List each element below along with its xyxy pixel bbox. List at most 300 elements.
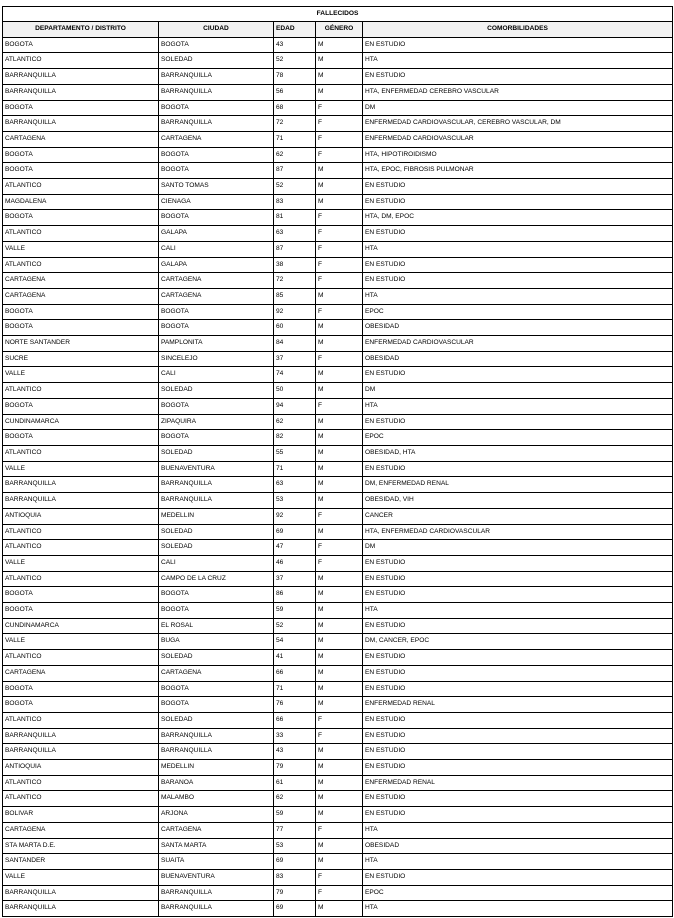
cell-edad: 33 [274, 728, 316, 744]
cell-ciudad: CALI [159, 555, 274, 571]
cell-ciudad: BARRANQUILLA [159, 69, 274, 85]
cell-edad: 37 [274, 351, 316, 367]
table-row [3, 869, 673, 885]
table-row [3, 461, 673, 477]
fallecidos-table [2, 6, 673, 917]
cell-genero: M [316, 634, 363, 650]
cell-edad: 87 [274, 241, 316, 257]
cell-genero: F [316, 226, 363, 242]
cell-edad: 77 [274, 822, 316, 838]
cell-comorbilidades: HTA, DM, EPOC [363, 210, 673, 226]
cell-ciudad: BARRANQUILLA [159, 84, 274, 100]
cell-genero: M [316, 571, 363, 587]
table-row [3, 194, 673, 210]
cell-ciudad: SANTO TOMAS [159, 179, 274, 195]
cell-edad: 54 [274, 634, 316, 650]
cell-departamento: BOGOTA [3, 681, 159, 697]
cell-departamento: ATLANTICO [3, 791, 159, 807]
cell-departamento: BOGOTA [3, 210, 159, 226]
cell-comorbilidades: EN ESTUDIO [363, 760, 673, 776]
table-row [3, 603, 673, 619]
cell-edad: 62 [274, 414, 316, 430]
cell-ciudad: BARRANQUILLA [159, 744, 274, 760]
table-row [3, 508, 673, 524]
cell-departamento: ANTIOQUIA [3, 760, 159, 776]
cell-departamento: BARRANQUILLA [3, 885, 159, 901]
cell-ciudad: BARRANQUILLA [159, 116, 274, 132]
cell-comorbilidades: EN ESTUDIO [363, 665, 673, 681]
cell-genero: M [316, 179, 363, 195]
cell-comorbilidades: HTA [363, 822, 673, 838]
cell-departamento: ATLANTICO [3, 540, 159, 556]
table-row [3, 760, 673, 776]
cell-comorbilidades: DM [363, 383, 673, 399]
cell-edad: 81 [274, 210, 316, 226]
cell-departamento: MAGDALENA [3, 194, 159, 210]
cell-comorbilidades: HTA, ENFERMEDAD CARDIOVASCULAR [363, 524, 673, 540]
cell-departamento: BOGOTA [3, 398, 159, 414]
cell-departamento: SUCRE [3, 351, 159, 367]
cell-comorbilidades: ENFERMEDAD CARDIOVASCULAR, CEREBRO VASCULAR, DM [363, 116, 673, 132]
cell-genero: F [316, 540, 363, 556]
cell-edad: 38 [274, 257, 316, 273]
cell-comorbilidades: EN ESTUDIO [363, 69, 673, 85]
cell-departamento: STA MARTA D.E. [3, 838, 159, 854]
cell-edad: 52 [274, 618, 316, 634]
cell-ciudad: BARRANQUILLA [159, 901, 274, 917]
cell-comorbilidades: EN ESTUDIO [363, 571, 673, 587]
table-row [3, 493, 673, 509]
cell-departamento: SANTANDER [3, 854, 159, 870]
table-row [3, 383, 673, 399]
table-row [3, 901, 673, 917]
cell-edad: 53 [274, 493, 316, 509]
cell-genero: M [316, 461, 363, 477]
cell-departamento: ATLANTICO [3, 383, 159, 399]
cell-departamento: ATLANTICO [3, 775, 159, 791]
table-row [3, 650, 673, 666]
cell-edad: 37 [274, 571, 316, 587]
header-row [3, 22, 673, 38]
cell-ciudad: CAMPO DE LA CRUZ [159, 571, 274, 587]
cell-edad: 74 [274, 367, 316, 383]
cell-ciudad: BOGOTA [159, 697, 274, 713]
cell-genero: F [316, 822, 363, 838]
cell-genero: F [316, 728, 363, 744]
cell-comorbilidades: OBESIDAD, VIH [363, 493, 673, 509]
cell-comorbilidades: HTA [363, 288, 673, 304]
cell-departamento: BARRANQUILLA [3, 493, 159, 509]
cell-genero: M [316, 524, 363, 540]
table-row [3, 226, 673, 242]
table-row [3, 37, 673, 53]
cell-genero: M [316, 603, 363, 619]
table-row [3, 791, 673, 807]
cell-ciudad: BARRANQUILLA [159, 477, 274, 493]
cell-departamento: ATLANTICO [3, 445, 159, 461]
cell-ciudad: SOLEDAD [159, 540, 274, 556]
cell-genero: M [316, 650, 363, 666]
cell-ciudad: BOGOTA [159, 603, 274, 619]
cell-comorbilidades: HTA, ENFERMEDAD CEREBRO VASCULAR [363, 84, 673, 100]
header-departamento: DEPARTAMENTO / DISTRITO [3, 22, 159, 38]
header-edad: EDAD [274, 22, 316, 38]
cell-ciudad: BOGOTA [159, 320, 274, 336]
cell-ciudad: BOGOTA [159, 587, 274, 603]
cell-genero: M [316, 414, 363, 430]
cell-genero: F [316, 351, 363, 367]
table-row [3, 838, 673, 854]
table-row [3, 414, 673, 430]
cell-ciudad: GALAPA [159, 257, 274, 273]
cell-genero: M [316, 37, 363, 53]
cell-genero: M [316, 760, 363, 776]
cell-edad: 52 [274, 179, 316, 195]
cell-comorbilidades: EN ESTUDIO [363, 179, 673, 195]
cell-edad: 66 [274, 712, 316, 728]
cell-ciudad: CALI [159, 367, 274, 383]
cell-departamento: BOLIVAR [3, 807, 159, 823]
cell-ciudad: BOGOTA [159, 147, 274, 163]
cell-comorbilidades: EN ESTUDIO [363, 587, 673, 603]
table-row [3, 712, 673, 728]
table-row [3, 587, 673, 603]
cell-genero: M [316, 807, 363, 823]
cell-ciudad: SOLEDAD [159, 383, 274, 399]
cell-departamento: VALLE [3, 241, 159, 257]
cell-ciudad: CARTAGENA [159, 288, 274, 304]
cell-comorbilidades: EN ESTUDIO [363, 744, 673, 760]
cell-ciudad: BARRANQUILLA [159, 885, 274, 901]
cell-genero: M [316, 163, 363, 179]
cell-genero: M [316, 744, 363, 760]
table-row [3, 477, 673, 493]
table-row [3, 445, 673, 461]
table-row [3, 697, 673, 713]
cell-edad: 50 [274, 383, 316, 399]
cell-edad: 82 [274, 430, 316, 446]
cell-comorbilidades: OBESIDAD [363, 838, 673, 854]
cell-ciudad: PAMPLONITA [159, 336, 274, 352]
cell-edad: 76 [274, 697, 316, 713]
cell-edad: 52 [274, 53, 316, 69]
cell-edad: 47 [274, 540, 316, 556]
cell-comorbilidades: EN ESTUDIO [363, 712, 673, 728]
table-row [3, 147, 673, 163]
cell-comorbilidades: EN ESTUDIO [363, 681, 673, 697]
cell-genero: M [316, 194, 363, 210]
cell-departamento: BARRANQUILLA [3, 116, 159, 132]
cell-departamento: NORTE SANTANDER [3, 336, 159, 352]
cell-departamento: ATLANTICO [3, 650, 159, 666]
cell-ciudad: CARTAGENA [159, 131, 274, 147]
cell-edad: 71 [274, 461, 316, 477]
cell-edad: 94 [274, 398, 316, 414]
cell-ciudad: CALI [159, 241, 274, 257]
cell-departamento: VALLE [3, 869, 159, 885]
cell-edad: 62 [274, 791, 316, 807]
cell-genero: M [316, 320, 363, 336]
cell-genero: M [316, 681, 363, 697]
cell-comorbilidades: EN ESTUDIO [363, 807, 673, 823]
cell-genero: F [316, 147, 363, 163]
cell-edad: 43 [274, 37, 316, 53]
cell-genero: M [316, 854, 363, 870]
cell-edad: 46 [274, 555, 316, 571]
cell-departamento: BOGOTA [3, 37, 159, 53]
cell-comorbilidades: EN ESTUDIO [363, 618, 673, 634]
cell-genero: M [316, 477, 363, 493]
cell-comorbilidades: CANCER [363, 508, 673, 524]
cell-departamento: VALLE [3, 634, 159, 650]
cell-ciudad: SUAITA [159, 854, 274, 870]
cell-comorbilidades: EN ESTUDIO [363, 728, 673, 744]
cell-genero: F [316, 712, 363, 728]
cell-comorbilidades: DM [363, 540, 673, 556]
table-row [3, 304, 673, 320]
cell-departamento: BARRANQUILLA [3, 84, 159, 100]
table-row [3, 681, 673, 697]
table-row [3, 288, 673, 304]
cell-comorbilidades: DM [363, 100, 673, 116]
cell-comorbilidades: DM, CANCER, EPOC [363, 634, 673, 650]
cell-edad: 86 [274, 587, 316, 603]
cell-ciudad: BARRANQUILLA [159, 728, 274, 744]
table-row [3, 854, 673, 870]
cell-departamento: VALLE [3, 461, 159, 477]
cell-genero: F [316, 100, 363, 116]
cell-ciudad: SOLEDAD [159, 650, 274, 666]
cell-departamento: BARRANQUILLA [3, 744, 159, 760]
cell-edad: 69 [274, 524, 316, 540]
cell-ciudad: SANTA MARTA [159, 838, 274, 854]
cell-comorbilidades: HTA [363, 241, 673, 257]
cell-comorbilidades: EN ESTUDIO [363, 257, 673, 273]
cell-genero: F [316, 304, 363, 320]
cell-comorbilidades: EN ESTUDIO [363, 367, 673, 383]
cell-ciudad: BUENAVENTURA [159, 461, 274, 477]
cell-ciudad: BOGOTA [159, 163, 274, 179]
cell-comorbilidades: OBESIDAD [363, 320, 673, 336]
cell-ciudad: BOGOTA [159, 681, 274, 697]
cell-edad: 59 [274, 807, 316, 823]
cell-departamento: CARTAGENA [3, 822, 159, 838]
cell-edad: 63 [274, 226, 316, 242]
table-row [3, 524, 673, 540]
cell-comorbilidades: HTA [363, 398, 673, 414]
cell-departamento: VALLE [3, 555, 159, 571]
cell-genero: F [316, 398, 363, 414]
table-row [3, 179, 673, 195]
cell-ciudad: SOLEDAD [159, 53, 274, 69]
cell-comorbilidades: EN ESTUDIO [363, 461, 673, 477]
cell-edad: 43 [274, 744, 316, 760]
cell-genero: M [316, 430, 363, 446]
cell-genero: F [316, 116, 363, 132]
table-row [3, 320, 673, 336]
cell-edad: 41 [274, 650, 316, 666]
cell-departamento: BARRANQUILLA [3, 477, 159, 493]
cell-comorbilidades: ENFERMEDAD RENAL [363, 697, 673, 713]
cell-genero: M [316, 84, 363, 100]
cell-genero: M [316, 838, 363, 854]
table-row [3, 84, 673, 100]
cell-edad: 92 [274, 304, 316, 320]
cell-ciudad: GALAPA [159, 226, 274, 242]
cell-departamento: BARRANQUILLA [3, 901, 159, 917]
cell-comorbilidades: EPOC [363, 885, 673, 901]
cell-ciudad: SOLEDAD [159, 524, 274, 540]
table-row [3, 367, 673, 383]
table-row [3, 665, 673, 681]
cell-genero: F [316, 241, 363, 257]
cell-edad: 79 [274, 885, 316, 901]
cell-comorbilidades: ENFERMEDAD RENAL [363, 775, 673, 791]
cell-ciudad: MEDELLIN [159, 508, 274, 524]
table-row [3, 571, 673, 587]
table-row [3, 131, 673, 147]
cell-edad: 83 [274, 194, 316, 210]
table-row [3, 398, 673, 414]
cell-departamento: BOGOTA [3, 147, 159, 163]
cell-edad: 69 [274, 854, 316, 870]
cell-comorbilidades: OBESIDAD [363, 351, 673, 367]
cell-departamento: ATLANTICO [3, 571, 159, 587]
title-row [3, 7, 673, 22]
cell-edad: 56 [274, 84, 316, 100]
cell-departamento: BOGOTA [3, 430, 159, 446]
cell-departamento: BOGOTA [3, 697, 159, 713]
cell-comorbilidades: EN ESTUDIO [363, 37, 673, 53]
cell-edad: 60 [274, 320, 316, 336]
table-title: FALLECIDOS [3, 7, 673, 22]
cell-genero: M [316, 383, 363, 399]
cell-genero: M [316, 53, 363, 69]
table-row [3, 885, 673, 901]
cell-ciudad: BOGOTA [159, 430, 274, 446]
cell-departamento: ATLANTICO [3, 524, 159, 540]
cell-comorbilidades: ENFERMEDAD CARDIOVASCULAR [363, 336, 673, 352]
cell-departamento: BOGOTA [3, 304, 159, 320]
cell-departamento: BARRANQUILLA [3, 69, 159, 85]
cell-edad: 66 [274, 665, 316, 681]
cell-comorbilidades: HTA, HIPOTIROIDISMO [363, 147, 673, 163]
cell-ciudad: SOLEDAD [159, 445, 274, 461]
cell-departamento: ATLANTICO [3, 179, 159, 195]
cell-ciudad: ARJONA [159, 807, 274, 823]
cell-edad: 92 [274, 508, 316, 524]
cell-genero: M [316, 791, 363, 807]
table-row [3, 100, 673, 116]
cell-genero: F [316, 257, 363, 273]
cell-comorbilidades: EN ESTUDIO [363, 650, 673, 666]
table-row [3, 257, 673, 273]
table-row [3, 336, 673, 352]
cell-genero: M [316, 665, 363, 681]
cell-comorbilidades: ENFERMEDAD CARDIOVASCULAR [363, 131, 673, 147]
cell-comorbilidades: HTA [363, 901, 673, 917]
cell-edad: 84 [274, 336, 316, 352]
cell-departamento: BOGOTA [3, 100, 159, 116]
cell-edad: 53 [274, 838, 316, 854]
cell-ciudad: BOGOTA [159, 100, 274, 116]
cell-departamento: CARTAGENA [3, 665, 159, 681]
cell-genero: M [316, 775, 363, 791]
cell-departamento: BOGOTA [3, 163, 159, 179]
table-row [3, 744, 673, 760]
cell-edad: 61 [274, 775, 316, 791]
table-row [3, 728, 673, 744]
header-ciudad: CIUDAD [159, 22, 274, 38]
cell-genero: F [316, 869, 363, 885]
cell-comorbilidades: EN ESTUDIO [363, 194, 673, 210]
cell-departamento: ATLANTICO [3, 53, 159, 69]
cell-genero: M [316, 288, 363, 304]
cell-ciudad: CARTAGENA [159, 273, 274, 289]
cell-edad: 72 [274, 116, 316, 132]
table-row [3, 69, 673, 85]
header-genero: GÉNERO [316, 22, 363, 38]
table-row [3, 273, 673, 289]
cell-genero: F [316, 555, 363, 571]
cell-edad: 59 [274, 603, 316, 619]
cell-genero: F [316, 210, 363, 226]
cell-comorbilidades: EN ESTUDIO [363, 226, 673, 242]
cell-edad: 85 [274, 288, 316, 304]
table-row [3, 555, 673, 571]
cell-departamento: CUNDINAMARCA [3, 414, 159, 430]
cell-comorbilidades: HTA [363, 603, 673, 619]
cell-ciudad: CARTAGENA [159, 665, 274, 681]
cell-departamento: BOGOTA [3, 587, 159, 603]
cell-genero: M [316, 367, 363, 383]
cell-ciudad: ZIPAQUIRA [159, 414, 274, 430]
cell-ciudad: MALAMBO [159, 791, 274, 807]
cell-ciudad: BOGOTA [159, 304, 274, 320]
cell-edad: 68 [274, 100, 316, 116]
cell-ciudad: BARANOA [159, 775, 274, 791]
cell-comorbilidades: EN ESTUDIO [363, 555, 673, 571]
table-row [3, 634, 673, 650]
cell-comorbilidades: EN ESTUDIO [363, 791, 673, 807]
cell-edad: 72 [274, 273, 316, 289]
table-row [3, 540, 673, 556]
cell-departamento: ATLANTICO [3, 257, 159, 273]
cell-edad: 83 [274, 869, 316, 885]
cell-ciudad: SOLEDAD [159, 712, 274, 728]
cell-comorbilidades: EPOC [363, 430, 673, 446]
cell-comorbilidades: HTA, EPOC, FIBROSIS PULMONAR [363, 163, 673, 179]
header-comorbilidades: COMORBILIDADES [363, 22, 673, 38]
cell-genero: M [316, 445, 363, 461]
cell-genero: F [316, 273, 363, 289]
cell-genero: F [316, 885, 363, 901]
cell-ciudad: BOGOTA [159, 210, 274, 226]
cell-departamento: BOGOTA [3, 603, 159, 619]
table-row [3, 210, 673, 226]
cell-ciudad: BOGOTA [159, 398, 274, 414]
table-row [3, 351, 673, 367]
table-row [3, 116, 673, 132]
cell-genero: M [316, 697, 363, 713]
cell-comorbilidades: DM, ENFERMEDAD RENAL [363, 477, 673, 493]
cell-ciudad: EL ROSAL [159, 618, 274, 634]
cell-departamento: CUNDINAMARCA [3, 618, 159, 634]
cell-comorbilidades: EN ESTUDIO [363, 414, 673, 430]
cell-edad: 55 [274, 445, 316, 461]
cell-comorbilidades: EPOC [363, 304, 673, 320]
cell-edad: 71 [274, 681, 316, 697]
